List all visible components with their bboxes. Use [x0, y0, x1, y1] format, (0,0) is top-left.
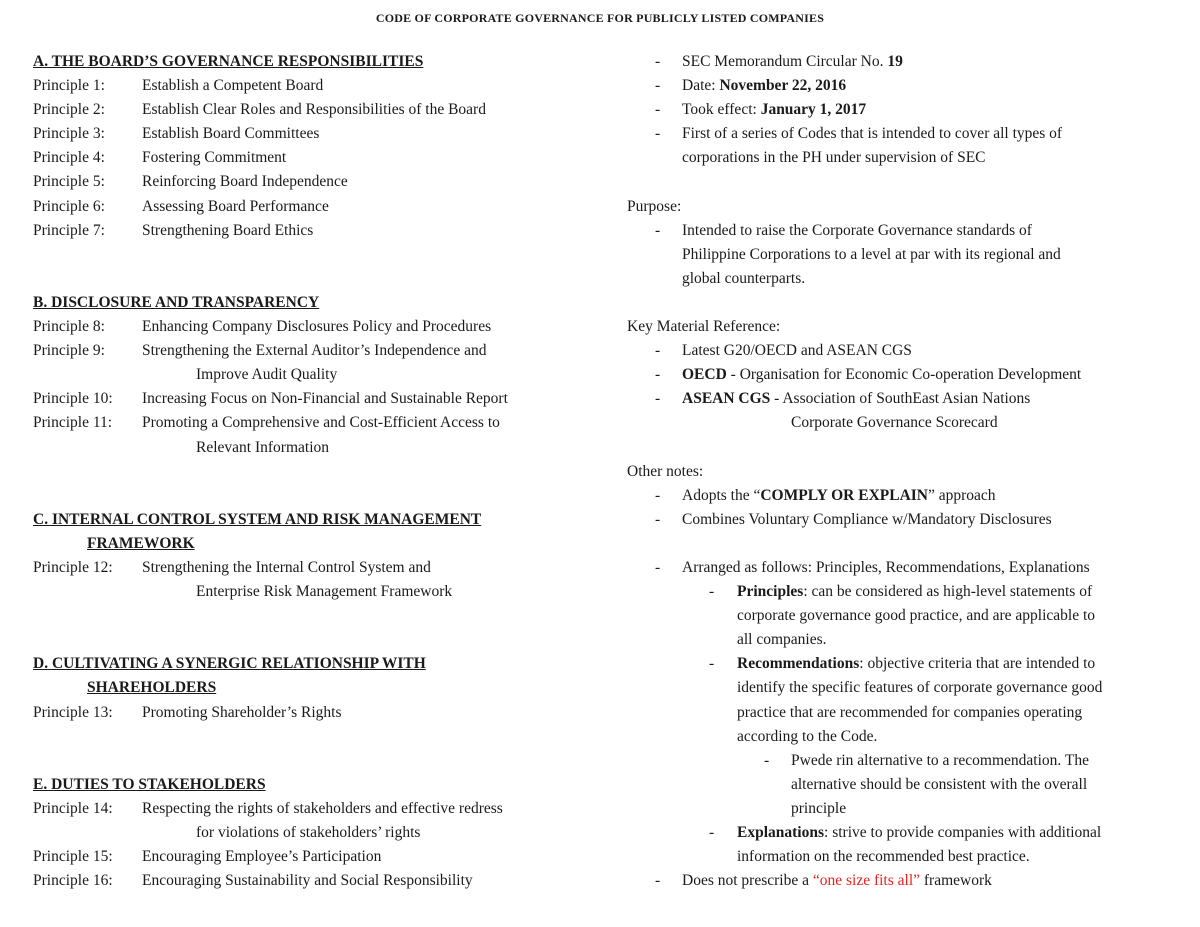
first-series-text: First of a series of Codes that is intended to cover all types of: [682, 125, 1063, 143]
principle-number: Principle 4:: [33, 149, 105, 167]
combines-item: [627, 508, 1187, 532]
principle-number: Principle 15:: [33, 848, 113, 866]
memo-label: SEC Memorandum Circular No.: [682, 53, 888, 70]
purpose-label: Purpose:: [627, 197, 682, 215]
principle-12: [33, 556, 603, 580]
first-series-item: [627, 122, 1187, 146]
principle-15: [33, 845, 603, 869]
recommendations-continued: practice that are recommended for companies operating: [737, 703, 1083, 721]
bullet-dash: -: [655, 125, 661, 143]
bullet-dash: -: [764, 751, 770, 769]
principle-1: [33, 74, 603, 98]
principle-5: [33, 170, 603, 194]
section-b-heading: B. DISCLOSURE AND TRANSPARENCY: [33, 293, 320, 311]
memo-value: 19: [887, 53, 903, 70]
date-item: [627, 74, 1187, 98]
effect-value: January 1, 2017: [760, 101, 867, 119]
bullet-dash: -: [655, 486, 661, 504]
principle-number: Principle 13:: [33, 703, 113, 721]
memo-circular-item: [627, 50, 1187, 74]
recommendations-continued: identify the specific features of corporate governance good: [737, 679, 1103, 697]
principle-7: [33, 219, 603, 243]
notes-column: [627, 50, 1187, 893]
principle-text: Establish Board Committees: [142, 125, 320, 143]
principle-2: [33, 98, 603, 122]
recommendations-continued: according to the Code.: [737, 727, 878, 745]
principle-text: Promoting a Comprehensive and Cost-Efficient Access to: [142, 414, 500, 432]
one-size-fits-all-phrase: “one size fits all”: [812, 872, 921, 890]
explanations-item: [627, 821, 1187, 845]
bullet-dash: -: [655, 77, 661, 95]
principles-column: [33, 50, 603, 893]
asean-item: [627, 387, 1187, 411]
other-notes-label: Other notes:: [627, 462, 704, 480]
adopts-emphasis: COMPLY OR EXPLAIN: [760, 486, 928, 504]
principle-16: [33, 869, 603, 893]
principles-text: : can be considered as high-level statements of: [803, 583, 1093, 601]
recommendations-item: [627, 652, 1187, 676]
bullet-dash: -: [709, 824, 715, 841]
pwede-continued: principle: [791, 799, 847, 817]
arranged-item: [627, 556, 1187, 580]
principle-text: Enhancing Company Disclosures Policy and Procedures: [142, 318, 492, 336]
principle-text: Increasing Focus on Non-Financial and Sustainable Report: [142, 390, 508, 408]
explanations-continued: information on the recommended best practice.: [737, 848, 1030, 866]
pwede-continued: alternative should be consistent with the overall: [791, 775, 1088, 793]
principle-6: [33, 195, 603, 219]
asean-definition: - Association of SouthEast Asian Nations: [770, 390, 1031, 408]
principle-text: Reinforcing Board Independence: [142, 173, 348, 191]
adopts-item: [627, 484, 1187, 508]
principle-9: [33, 339, 603, 363]
bullet-dash: -: [655, 221, 661, 239]
principle-3: [33, 122, 603, 146]
first-series-continued: corporations in the PH under supervision of SEC: [682, 149, 986, 167]
section-c-heading-continued: FRAMEWORK: [87, 534, 195, 552]
principle-text: Encouraging Sustainability and Social Responsibility: [142, 872, 473, 890]
principle-number: Principle 12:: [33, 558, 113, 576]
bullet-dash: -: [655, 366, 661, 384]
principle-number: Principle 2:: [33, 101, 105, 119]
oecd-definition: - Organisation for Economic Co-operation Development: [726, 366, 1082, 384]
key-reference-item: [627, 339, 1187, 363]
bullet-dash: -: [655, 101, 661, 119]
principle-13: [33, 701, 603, 725]
purpose-continued: Philippine Corporations to a level at par with its regional and: [682, 245, 1061, 263]
effect-label: Took effect:: [682, 101, 761, 119]
principle-number: Principle 11:: [33, 414, 113, 432]
principle-12-continued: Enterprise Risk Management Framework: [196, 583, 453, 601]
principle-14-continued: for violations of stakeholders’ rights: [196, 824, 421, 841]
principle-11: [33, 411, 603, 435]
principle-number: Principle 1:: [33, 77, 105, 95]
explanations-text: : strive to provide companies with additional: [824, 824, 1102, 841]
bullet-dash: -: [655, 510, 661, 528]
principle-text: Assessing Board Performance: [142, 197, 329, 215]
principle-number: Principle 7:: [33, 221, 105, 239]
bullet-dash: -: [655, 390, 661, 408]
principle-14: [33, 797, 603, 821]
section-e-heading: E. DUTIES TO STAKEHOLDERS: [33, 775, 266, 793]
principle-number: Principle 8:: [33, 318, 105, 336]
key-reference-text: Latest G20/OECD and ASEAN CGS: [682, 342, 912, 360]
bullet-dash: -: [655, 53, 661, 70]
principle-number: Principle 5:: [33, 173, 105, 191]
date-label: Date:: [682, 77, 720, 95]
principle-number: Principle 14:: [33, 799, 113, 817]
asean-continued: Corporate Governance Scorecard: [791, 414, 998, 432]
principle-11-continued: Relevant Information: [196, 438, 329, 456]
principle-text: Establish a Competent Board: [142, 77, 324, 95]
bullet-dash: -: [709, 655, 715, 673]
bullet-dash: -: [655, 558, 661, 576]
document-title: CODE OF CORPORATE GOVERNANCE FOR PUBLICLY LISTED COMPANIES: [375, 11, 825, 25]
principle-number: Principle 16:: [33, 872, 113, 890]
principle-number: Principle 6:: [33, 197, 105, 215]
principle-text: Strengthening the External Auditor’s Independence and: [142, 342, 487, 360]
principle-number: Principle 10:: [33, 390, 113, 408]
principle-text: Promoting Shareholder’s Rights: [142, 703, 342, 721]
principles-item: [627, 580, 1187, 604]
bullet-dash: -: [709, 583, 715, 601]
principle-text: Establish Clear Roles and Responsibilities of the Board: [142, 101, 486, 119]
explanations-term: Explanations: [737, 824, 825, 841]
section-d-heading: D. CULTIVATING A SYNERGIC RELATIONSHIP WITH: [33, 655, 426, 673]
prescribe-text-end: framework: [920, 872, 992, 890]
bullet-dash: -: [655, 342, 661, 360]
prescribe-text: Does not prescribe a: [682, 872, 813, 890]
oecd-term: OECD: [682, 366, 727, 384]
adopts-text-end: ” approach: [928, 486, 996, 504]
arranged-text: Arranged as follows: Principles, Recommendations, Explanations: [682, 558, 1090, 576]
recommendations-text: : objective criteria that are intended to: [859, 655, 1096, 673]
principles-term: Principles: [737, 583, 804, 601]
principle-text: Respecting the rights of stakeholders and effective redress: [142, 799, 503, 817]
principles-continued: corporate governance good practice, and are applicable to: [737, 607, 1096, 625]
combines-text: Combines Voluntary Compliance w/Mandatory Disclosures: [682, 510, 1052, 528]
prescribe-item: [627, 869, 1187, 893]
effect-item: [627, 98, 1187, 122]
principle-text: Strengthening Board Ethics: [142, 221, 314, 239]
purpose-item: [627, 219, 1187, 243]
recommendations-term: Recommendations: [737, 655, 860, 673]
purpose-text: Intended to raise the Corporate Governance standards of: [682, 221, 1032, 239]
principle-text: Strengthening the Internal Control System and: [142, 558, 431, 576]
oecd-item: [627, 363, 1187, 387]
principles-continued: all companies.: [737, 631, 827, 649]
principle-8: [33, 315, 603, 339]
principle-10: [33, 387, 603, 411]
principle-4: [33, 146, 603, 170]
key-reference-label: Key Material Reference:: [627, 318, 781, 336]
section-c-heading: C. INTERNAL CONTROL SYSTEM AND RISK MANAGEMENT: [33, 510, 482, 528]
principle-number: Principle 3:: [33, 125, 105, 143]
date-value: November 22, 2016: [719, 77, 847, 95]
principle-text: Encouraging Employee’s Participation: [142, 848, 382, 866]
principle-9-continued: Improve Audit Quality: [196, 366, 338, 384]
asean-term: ASEAN CGS: [682, 390, 771, 408]
pwede-item: [627, 749, 1187, 773]
section-d-heading-continued: SHAREHOLDERS: [87, 679, 217, 697]
principle-text: Fostering Commitment: [142, 149, 287, 167]
bullet-dash: -: [655, 872, 661, 890]
section-a-heading: A. THE BOARD’S GOVERNANCE RESPONSIBILITIES: [33, 53, 424, 70]
principle-number: Principle 9:: [33, 342, 105, 360]
pwede-text: Pwede rin alternative to a recommendation. The: [791, 751, 1089, 769]
purpose-continued: global counterparts.: [682, 269, 806, 287]
adopts-text: Adopts the “: [682, 486, 761, 504]
